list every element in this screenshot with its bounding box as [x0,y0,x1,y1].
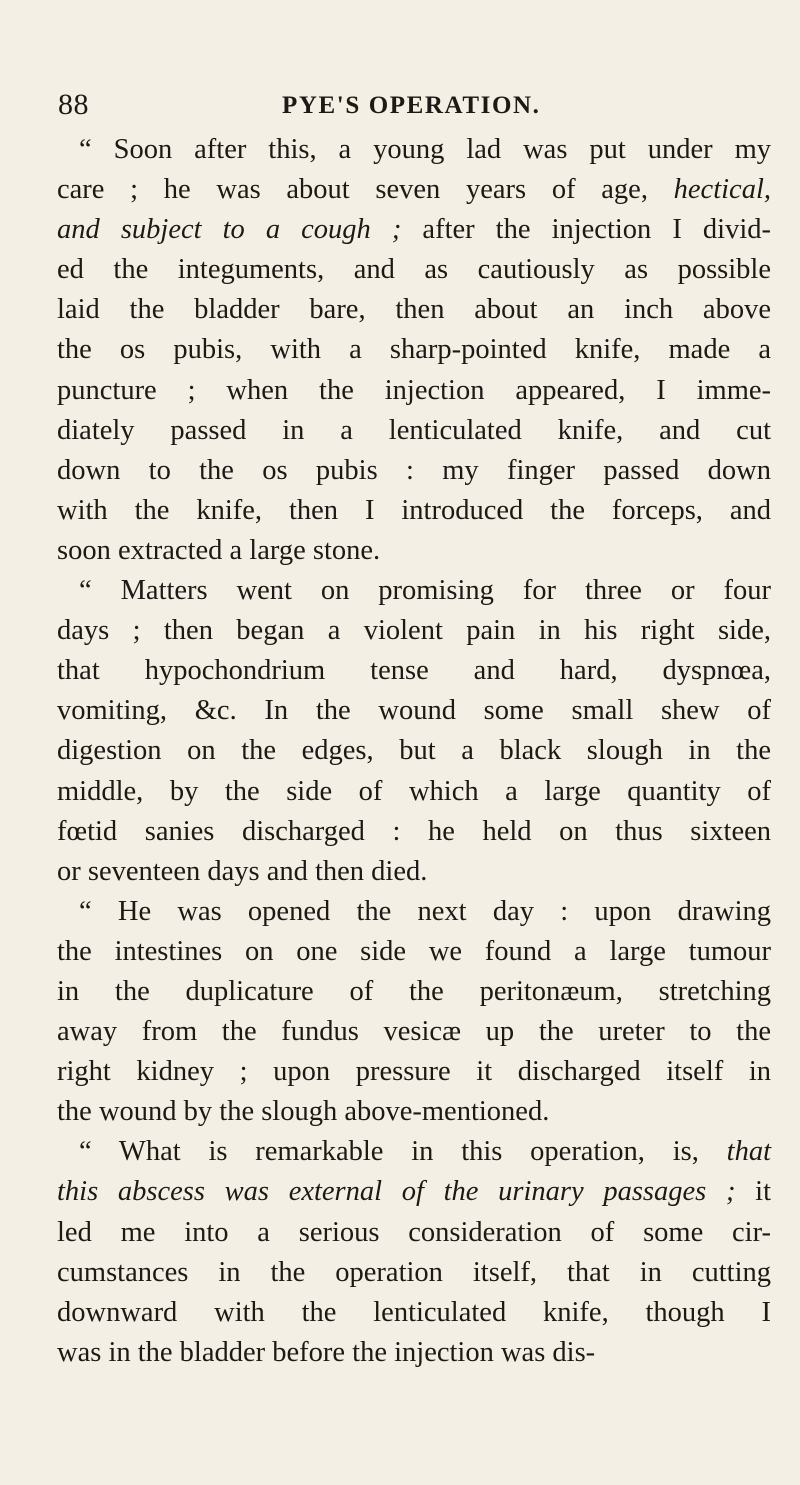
text-run: cumstances in the operation itself, that in cutting [57,1256,771,1288]
text-line [57,1253,771,1293]
text-line [57,571,771,611]
text-line [57,1092,771,1132]
text-run: downward with the lenticulated knife, though I [57,1296,771,1328]
text-run: the os pubis, with a sharp-pointed knife, made a [57,334,771,366]
text-run: the intestines on one side we found a large tumour [57,935,771,967]
text-run: was in the bladder before the injection was dis- [57,1336,596,1368]
italic-text: that [726,1136,771,1168]
text-line [57,411,771,451]
italic-text: this abscess was external of the urinary passages ; [57,1176,736,1208]
body-text [57,130,771,1373]
text-line [57,1052,771,1092]
text-line [57,451,771,491]
text-run: after the injection I divid- [401,214,771,246]
text-run: right kidney ; upon pressure it discharged itself in [57,1056,771,1088]
text-line [57,852,771,892]
text-line [57,531,771,571]
text-run: ed the integuments, and as cautiously as possible [57,254,771,286]
text-run: “ He was opened the next day : upon drawing [79,895,771,927]
running-head [58,88,772,128]
text-run: “ Soon after this, a young lad was put under my [79,134,771,165]
text-line [57,1172,771,1212]
text-line [57,491,771,531]
text-run: laid the bladder bare, then about an inch above [57,294,771,326]
text-run: middle, by the side of which a large quantity of [57,775,771,807]
text-run: care ; he was about seven years of age, [57,174,674,206]
italic-text: hectical, [673,174,771,206]
text-line [57,972,771,1012]
text-line [57,772,771,812]
text-line [57,691,771,731]
text-run: led me into a serious consideration of some cir- [57,1216,771,1248]
text-run: puncture ; when the injection appeared, I imme- [57,374,771,406]
text-line [57,892,771,932]
text-line [57,170,771,210]
text-line [57,1293,771,1333]
paragraph [57,892,771,1133]
text-run: fœtid sanies discharged : he held on thus sixteen [57,815,771,847]
text-line [57,731,771,771]
text-line [57,651,771,691]
paragraph [57,1132,771,1373]
text-run: in the duplicature of the peritonæum, stretching [57,975,771,1007]
paragraph [57,571,771,892]
text-run: days ; then began a violent pain in his right side, [57,615,771,647]
text-line [57,1213,771,1253]
text-line [57,290,771,330]
text-run: down to the os pubis : my finger passed down [57,454,771,486]
text-run: soon extracted a large stone. [57,534,381,566]
text-run: or seventeen days and then died. [57,855,428,887]
text-line [57,932,771,972]
text-line [57,250,771,290]
text-run: with the knife, then I introduced the forceps, and [57,494,771,526]
text-line [57,210,771,250]
page-number: 88 [58,88,89,121]
text-run: vomiting, &c. In the wound some small shew of [57,695,771,727]
text-run: digestion on the edges, but a black slough in the [57,735,771,767]
text-run: away from the fundus vesicæ up the ureter to the [57,1016,771,1048]
text-line [57,130,771,170]
italic-text: and subject to a cough ; [57,214,402,246]
paragraph [57,130,771,571]
running-title: PYE'S OPERATION. [282,92,541,119]
text-run: it [735,1176,771,1208]
text-run: the wound by the slough above-mentioned. [57,1096,550,1128]
text-run: “ What is remarkable in this operation, is, [79,1136,727,1168]
text-run: that hypochondrium tense and hard, dyspnœa, [57,655,771,687]
text-run: “ Matters went on promising for three or four [79,575,771,607]
text-line [57,812,771,852]
text-line [57,1132,771,1172]
text-line [57,330,771,370]
text-run: diately passed in a lenticulated knife, and cut [57,414,771,446]
text-line [57,611,771,651]
text-line [57,1333,771,1373]
text-line [57,371,771,411]
text-line [57,1012,771,1052]
